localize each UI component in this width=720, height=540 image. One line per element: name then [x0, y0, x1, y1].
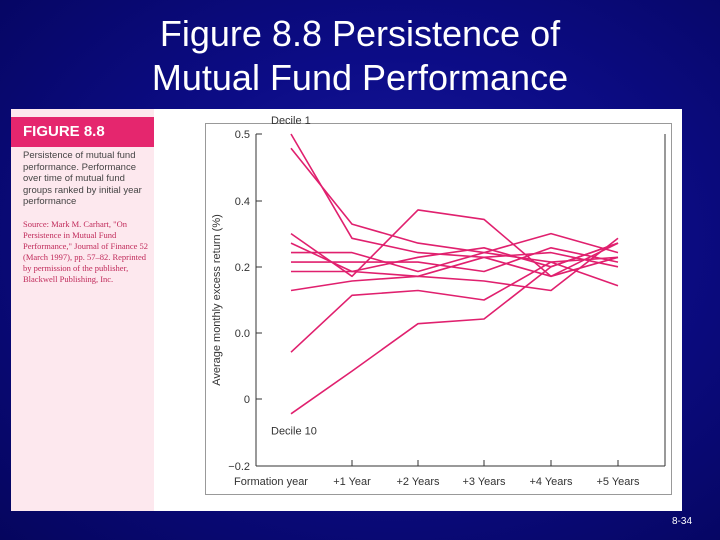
x-tick-label: +5 Years — [596, 476, 640, 488]
chart-area — [205, 114, 672, 495]
decile-10-label: Decile 10 — [271, 425, 317, 438]
x-tick-label: +2 Years — [396, 476, 440, 488]
slide-title-line-2: Mutual Fund Performance — [151, 57, 569, 98]
figure-caption: Persistence of mutual fund performance. Performance over time of mutual fund groups ranked by initial year performance — [23, 150, 142, 207]
x-tick-label: +1 Year — [333, 476, 371, 488]
y-tick-label: 0.2 — [234, 262, 250, 274]
line-chart — [206, 114, 671, 494]
y-axis-label: Average monthly excess return (%) — [211, 214, 223, 386]
figure-panel — [11, 109, 682, 511]
slide-number: 8-34 — [672, 516, 693, 527]
figure-sidebar — [11, 109, 154, 511]
y-tick-label: −0.2 — [228, 461, 250, 473]
chart-axes — [256, 134, 665, 466]
series-line-8 — [291, 238, 618, 290]
figure-label: FIGURE 8.8 — [11, 117, 154, 147]
y-tick-label: 0 — [243, 394, 250, 406]
chart-labels — [211, 115, 640, 488]
y-tick-label: 0.0 — [234, 328, 250, 340]
slide-title — [0, 12, 720, 100]
chart-series — [291, 134, 618, 414]
x-tick-label: +3 Years — [462, 476, 506, 488]
y-tick-label: 0.4 — [234, 196, 250, 208]
x-tick-label: +4 Years — [529, 476, 573, 488]
x-tick-label: Formation year — [234, 476, 308, 488]
y-tick-label: 0.5 — [234, 129, 250, 141]
slide-title-line-1: Figure 8.8 Persistence of — [159, 13, 561, 54]
decile-1-label: Decile 1 — [271, 114, 311, 127]
figure-source: Source: Mark M. Carhart, "On Persistence in Mutual Fund Performance," Journal of Finance 52 (March 1997), pp. 57–82. Reprinted by permission of the publisher, Blackwell Publishing, Inc. — [23, 219, 149, 284]
series-line-1 — [291, 134, 618, 276]
